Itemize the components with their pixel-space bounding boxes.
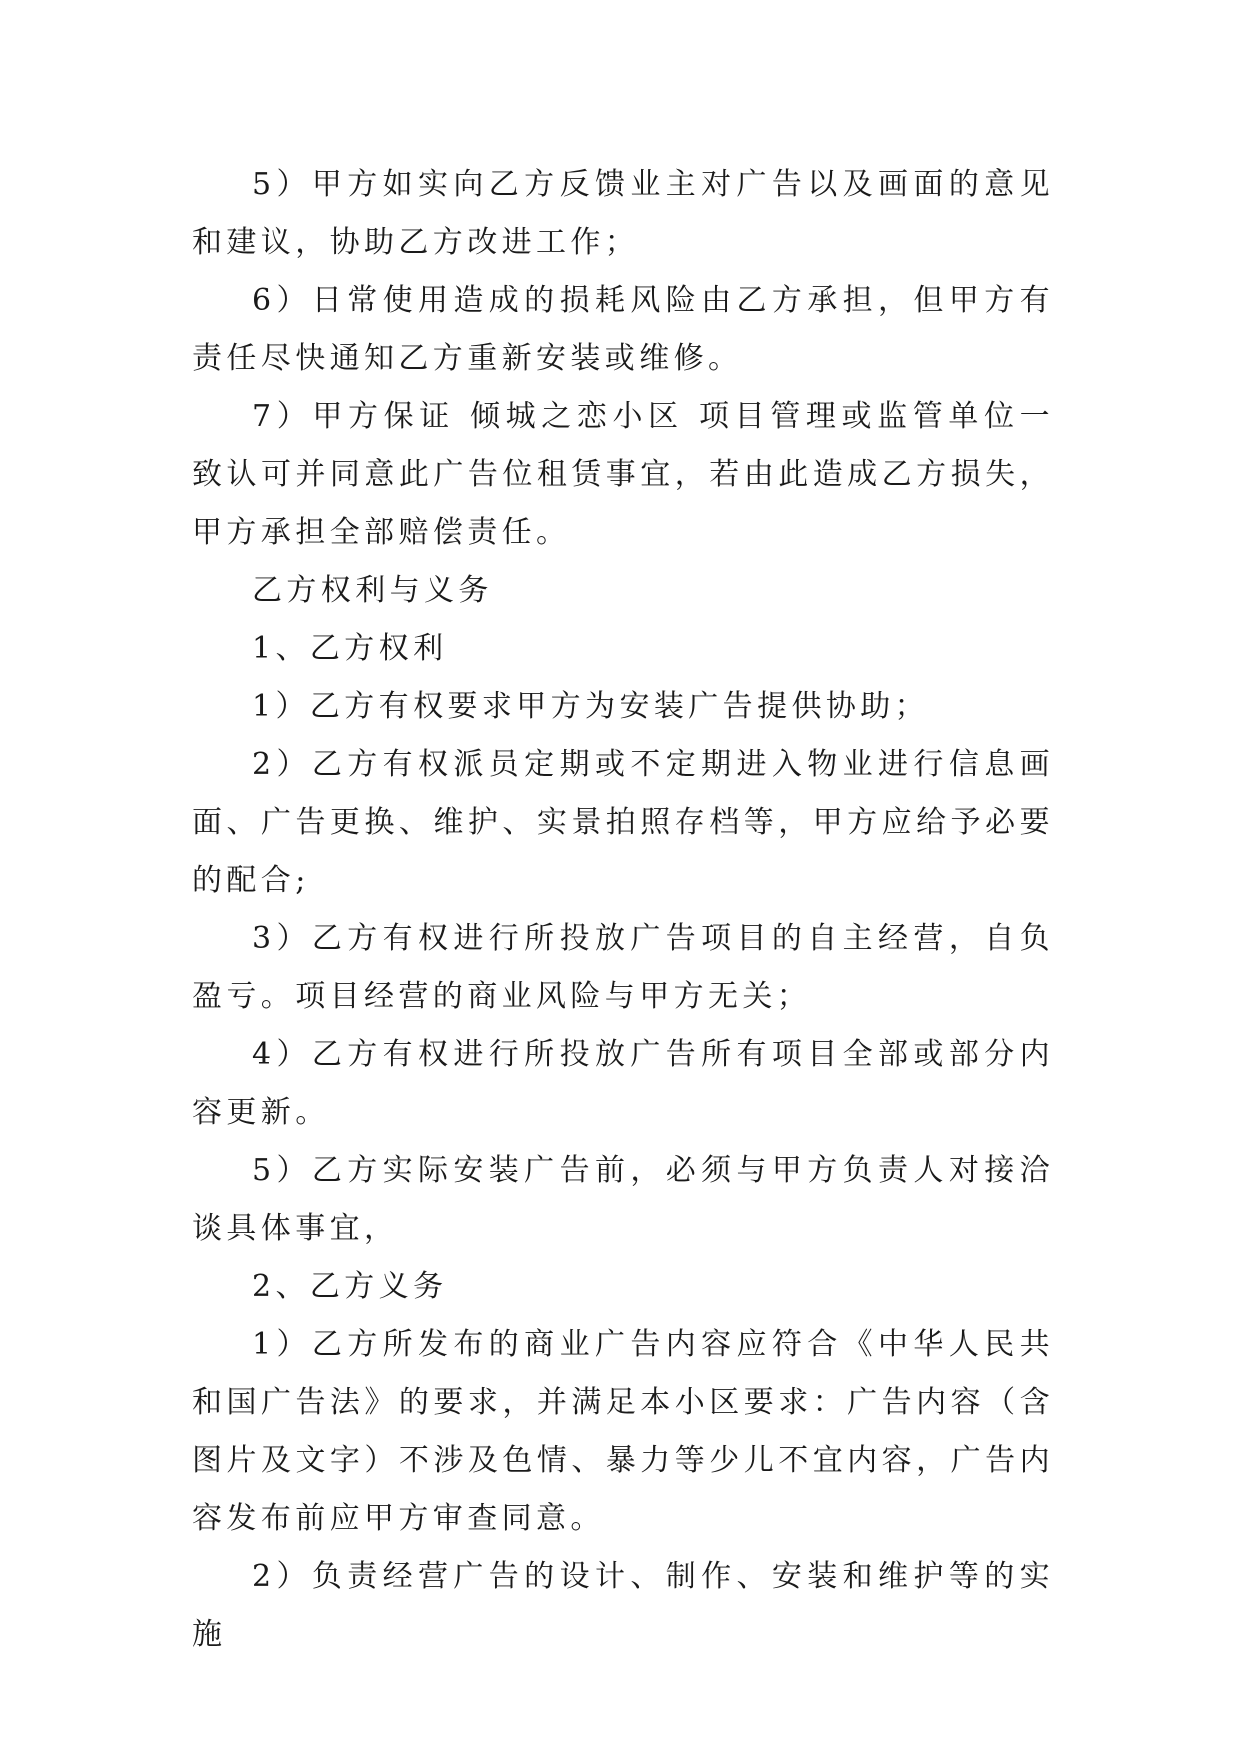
heading-party-b-rights: 1、乙方权利 [252,631,448,666]
paragraph-party-a-feedback: 5）甲方如实向乙方反馈业主对广告以及画面的意见和建议，协助乙方改进工作； [192,167,1054,260]
paragraph-party-b-right-4: 4）乙方有权进行所投放广告所有项目全部或部分内容更新。 [192,1037,1054,1130]
paragraph-party-b-right-1: 1）乙方有权要求甲方为安装广告提供协助； [252,689,930,724]
heading-party-b-obligations: 2、乙方义务 [252,1269,448,1304]
paragraph-party-b-right-5: 5）乙方实际安装广告前，必须与甲方负责人对接洽谈具体事宜， [192,1153,1054,1246]
paragraph-party-a-guarantee: 7）甲方保证 倾城之恋小区 项目管理或监管单位一致认可并同意此广告位租赁事宜，若由此造成乙方损失，甲方承担全部赔偿责任。 [192,399,1054,550]
paragraph-party-b-obligation-1: 1）乙方所发布的商业广告内容应符合《中华人民共和国广告法》的要求，并满足本小区要求：广告内容（含图片及文字）不涉及色情、暴力等少儿不宜内容，广告内容发布前应甲方审查同意。 [192,1327,1054,1536]
paragraph-party-a-wear-risk: 6）日常使用造成的损耗风险由乙方承担，但甲方有责任尽快通知乙方重新安装或维修。 [192,283,1054,376]
paragraph-party-b-obligation-2: 2）负责经营广告的设计、制作、安装和维护等的实施 [192,1559,1054,1652]
paragraph-party-b-right-2: 2）乙方有权派员定期或不定期进入物业进行信息画面、广告更换、维护、实景拍照存档等，甲方应给予必要的配合; [192,747,1054,898]
document-body [192,156,1054,1664]
heading-party-b-rights-obligations: 乙方权利与义务 [252,573,493,608]
paragraph-party-b-right-3: 3）乙方有权进行所投放广告项目的自主经营，自负盈亏。项目经营的商业风险与甲方无关； [192,921,1054,1014]
